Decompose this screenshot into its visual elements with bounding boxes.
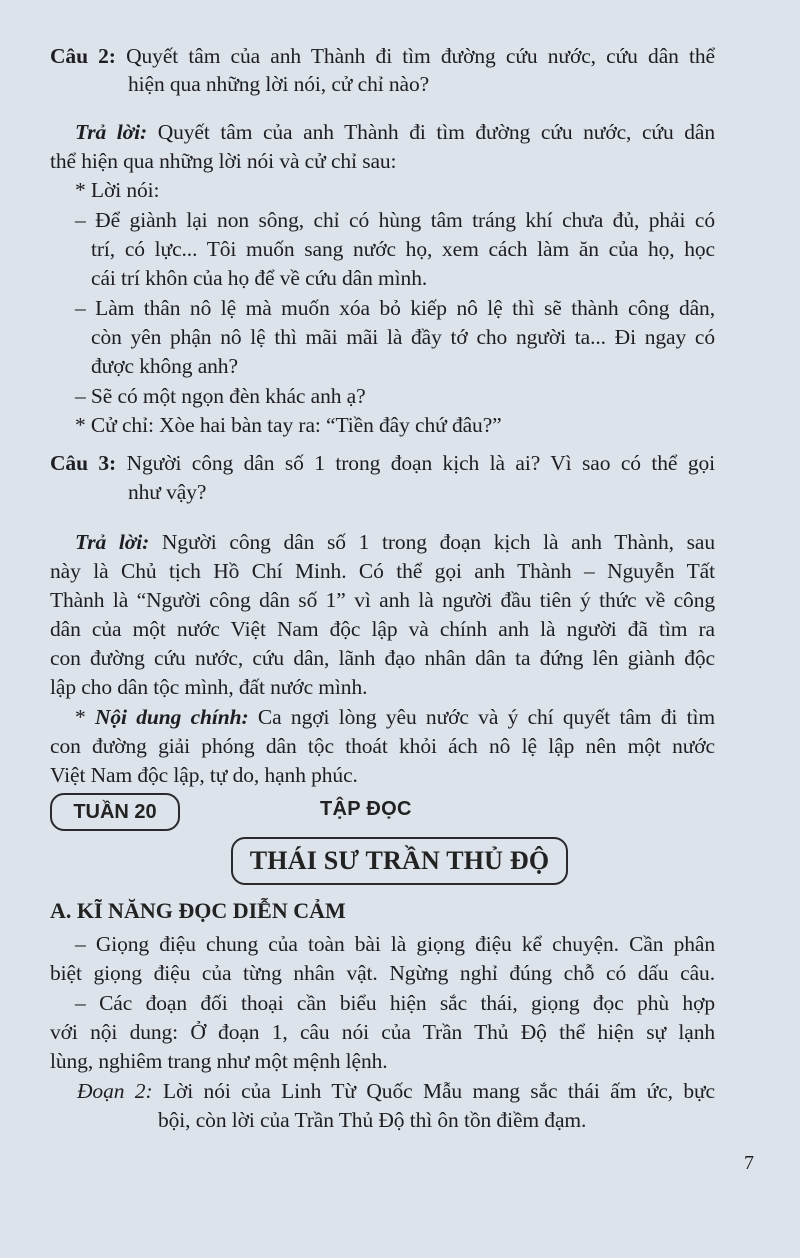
question-2-label: Câu 2:: [50, 44, 116, 68]
answer-2-line-1: Trả lời: Quyết tâm của anh Thành đi tìm đường cứu nước, cứu dân: [75, 120, 715, 144]
bullet-3: – Sẽ có một ngọn đèn khác anh ạ?: [75, 384, 366, 408]
question-2-line-2: hiện qua những lời nói, cử chỉ nào?: [128, 72, 430, 96]
page-number: 7: [744, 1152, 754, 1174]
part-a-p2-line-3: lùng, nghiêm trang như một mệnh lệnh.: [50, 1049, 388, 1073]
answer-3-line-6: lập cho dân tộc mình, đất nước mình.: [50, 675, 368, 699]
question-3-line-2: như vậy?: [128, 480, 207, 504]
part-a-p2-line-1: – Các đoạn đối thoại cần biểu hiện sắc thái, giọng đọc phù hợp: [75, 991, 715, 1015]
week-badge: TUẦN 20: [50, 793, 180, 831]
main-content-line-3: Việt Nam độc lập, tự do, hạnh phúc.: [50, 763, 358, 787]
question-2-line-1: Câu 2: Quyết tâm của anh Thành đi tìm đường cứu nước, cứu dân thể: [50, 44, 715, 68]
bullet-2-line-3: được không anh?: [91, 354, 238, 378]
answer-3-label: Trả lời:: [75, 530, 150, 554]
gesture-line: * Cử chỉ: Xòe hai bàn tay ra: “Tiền đây chứ đâu?”: [75, 413, 502, 437]
answer-3-line-3: Thành là “Người công dân số 1” vì anh là người đầu tiên ý thức về công: [50, 588, 715, 612]
question-3-label: Câu 3:: [50, 451, 117, 475]
main-content-line-1: * Nội dung chính: Ca ngợi lòng yêu nước và ý chí quyết tâm đi tìm: [75, 705, 715, 729]
main-content-label: Nội dung chính:: [94, 705, 249, 729]
question-3-line-1: Câu 3: Người công dân số 1 trong đoạn kịch là ai? Vì sao có thể gọi: [50, 451, 715, 475]
answer-2-label: Trả lời:: [75, 120, 148, 144]
main-content-line-2: con đường giải phóng dân tộc thoát khỏi ách nô lệ lập nên một nước: [50, 734, 715, 758]
paragraph-2-label: Đoạn 2:: [77, 1079, 153, 1103]
answer-3-line-4: dân của một nước Việt Nam độc lập và chính anh là người đã tìm ra: [50, 617, 715, 641]
speech-heading: * Lời nói:: [75, 178, 160, 202]
part-a-p2-line-2: với nội dung: Ở đoạn 1, câu nói của Trần Thủ Độ thể hiện sự lạnh: [50, 1020, 715, 1044]
part-a-p1-line-1: – Giọng điệu chung của toàn bài là giọng điệu kể chuyện. Cần phân: [75, 932, 715, 956]
part-a-heading: A. KĨ NĂNG ĐỌC DIỄN CẢM: [50, 898, 346, 923]
section-label: TẬP ĐỌC: [320, 798, 412, 820]
part-a-p3-line-2: bội, còn lời của Trần Thủ Độ thì ôn tồn điềm đạm.: [158, 1108, 587, 1132]
answer-3-line-5: con đường cứu nước, cứu dân, lãnh đạo nhân dân ta đứng lên giành độc: [50, 646, 715, 670]
bullet-1-line-1: – Để giành lại non sông, chỉ có hùng tâm tráng khí chưa đủ, phải có: [75, 208, 715, 232]
part-a-p3-line-1: Đoạn 2: Lời nói của Linh Từ Quốc Mẫu mang sắc thái ấm ức, bực: [77, 1079, 715, 1103]
lesson-title: THÁI SƯ TRẦN THỦ ĐỘ: [231, 837, 568, 885]
answer-3-line-1: Trả lời: Người công dân số 1 trong đoạn kịch là anh Thành, sau: [75, 530, 716, 554]
answer-3-line-2: này là Chủ tịch Hồ Chí Minh. Có thể gọi anh Thành – Nguyễn Tất: [50, 559, 715, 583]
bullet-2-line-2: còn yên phận nô lệ thì mãi mãi là đầy tớ cho người ta... Đi ngay có: [91, 325, 715, 349]
answer-2-line-2: thể hiện qua những lời nói và cử chỉ sau:: [50, 149, 397, 173]
part-a-p1-line-2: biệt giọng điệu của từng nhân vật. Ngừng nghỉ đúng chỗ có dấu câu.: [50, 961, 715, 985]
bullet-2-line-1: – Làm thân nô lệ mà muốn xóa bỏ kiếp nô lệ thì sẽ thành công dân,: [75, 296, 715, 320]
bullet-1-line-2: trí, có lực... Tôi muốn sang nước họ, xem cách làm ăn của họ, học: [91, 237, 715, 261]
bullet-1-line-3: cái trí khôn của họ để về cứu dân mình.: [91, 266, 428, 290]
